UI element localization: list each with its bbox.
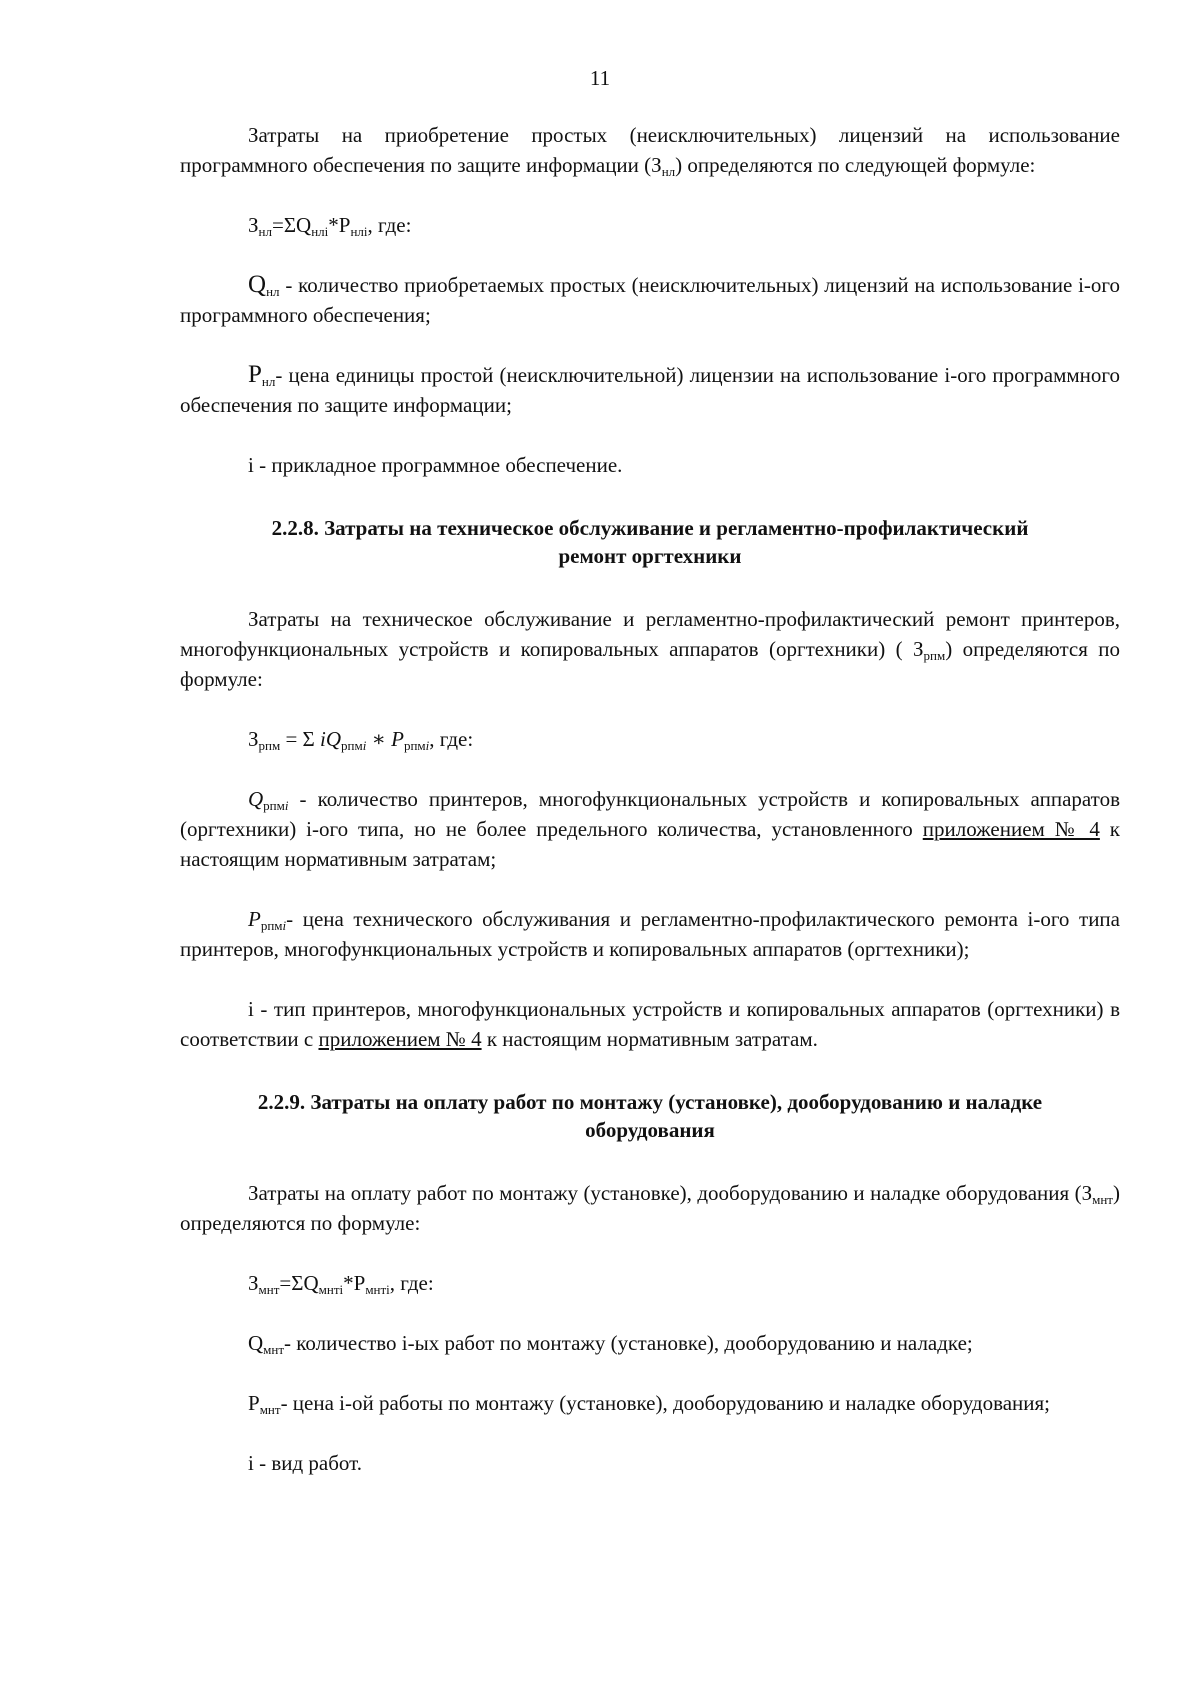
heading-2-2-9: 2.2.9. Затраты на оплату работ по монтажу (установке), дооборудованию и наладке оборудования — [257, 1090, 1043, 1142]
paragraph-maintenance-intro: Затраты на техническое обслуживание и регламентно-профилактический ремонт принтеров, многофункциональных устройств и копировальных аппаратов (оргтехники) ( $З_{рпм}$) определяются по формуле: — [180, 607, 1120, 691]
paragraph-installation-intro: Затраты на оплату работ по монтажу (установке), дооборудованию и наладке оборудования $(З_{мнт})$ определяются по формуле: — [180, 1181, 1120, 1235]
definition-q-mnt: $Q_{мнт}-$ количество i-ых работ по монтажу (установке), дооборудованию и наладке; — [248, 1331, 973, 1357]
document-body — [180, 120, 1120, 1478]
definition-q-rpm: $Q_{рпмi}$ - количество принтеров, многофункциональных устройств и копировальных аппаратов (оргтехники) i-ого типа, но не более предельного количества, установленного приложением № 4 к настоящим нормативным затратам; — [180, 787, 1121, 871]
definition-i-software: i - прикладное программное обеспечение. — [248, 453, 623, 477]
formula-installation: $З_{мнт}=\Sigma Q_{мнтi}*P_{мнтi}$, где: — [248, 1271, 434, 1297]
formula-licenses: $З_{нл}=\Sigma Q_{нлi}*P_{нлi}$, где: — [248, 213, 412, 239]
formula-maintenance: $З_{рпм} = \Sigma$ $iQ_{рпмi}$ ∗ $P_{рпмi}$, где: — [248, 727, 474, 753]
appendix-4-link[interactable]: приложением № 4 — [318, 1027, 482, 1051]
definition-q-nl: $Q_{нл}$ - количество приобретаемых простых (неисключительных) лицензий на использование i-ого программного обеспечения; — [180, 271, 1120, 327]
heading-2-2-8: 2.2.8. Затраты на техническое обслуживание и регламентно-профилактический ремонт оргтехники — [271, 516, 1029, 568]
paragraph-licenses-intro: Затраты на приобретение простых (неисключительных) лицензий на использование программного обеспечения по защите информации $(З_{нл})$ определяются по следующей формуле: — [180, 123, 1120, 179]
definition-p-mnt: $P_{мнт}-$ цена i-ой работы по монтажу (установке), дооборудованию и наладке оборудования; — [248, 1391, 1050, 1417]
definition-i-work-type: i - вид работ. — [248, 1451, 362, 1475]
appendix-4-link[interactable]: приложением № 4 — [922, 817, 1100, 841]
page-number: 11 — [589, 66, 611, 90]
definition-p-nl: $P_{нл}-$ цена единицы простой (неисключительной) лицензии на использование i-ого программного обеспечения по защите информации; — [180, 361, 1120, 417]
definition-p-rpm: $P_{рпмi}-$ цена технического обслуживания и регламентно-профилактического ремонта i-ого типа принтеров, многофункциональных устройств и копировальных аппаратов (оргтехники); — [180, 907, 1120, 961]
definition-i-type: i - тип принтеров, многофункциональных устройств и копировальных аппаратов (оргтехники) в соответствии с приложением № 4 к настоящим нормативным затратам. — [180, 997, 1120, 1051]
